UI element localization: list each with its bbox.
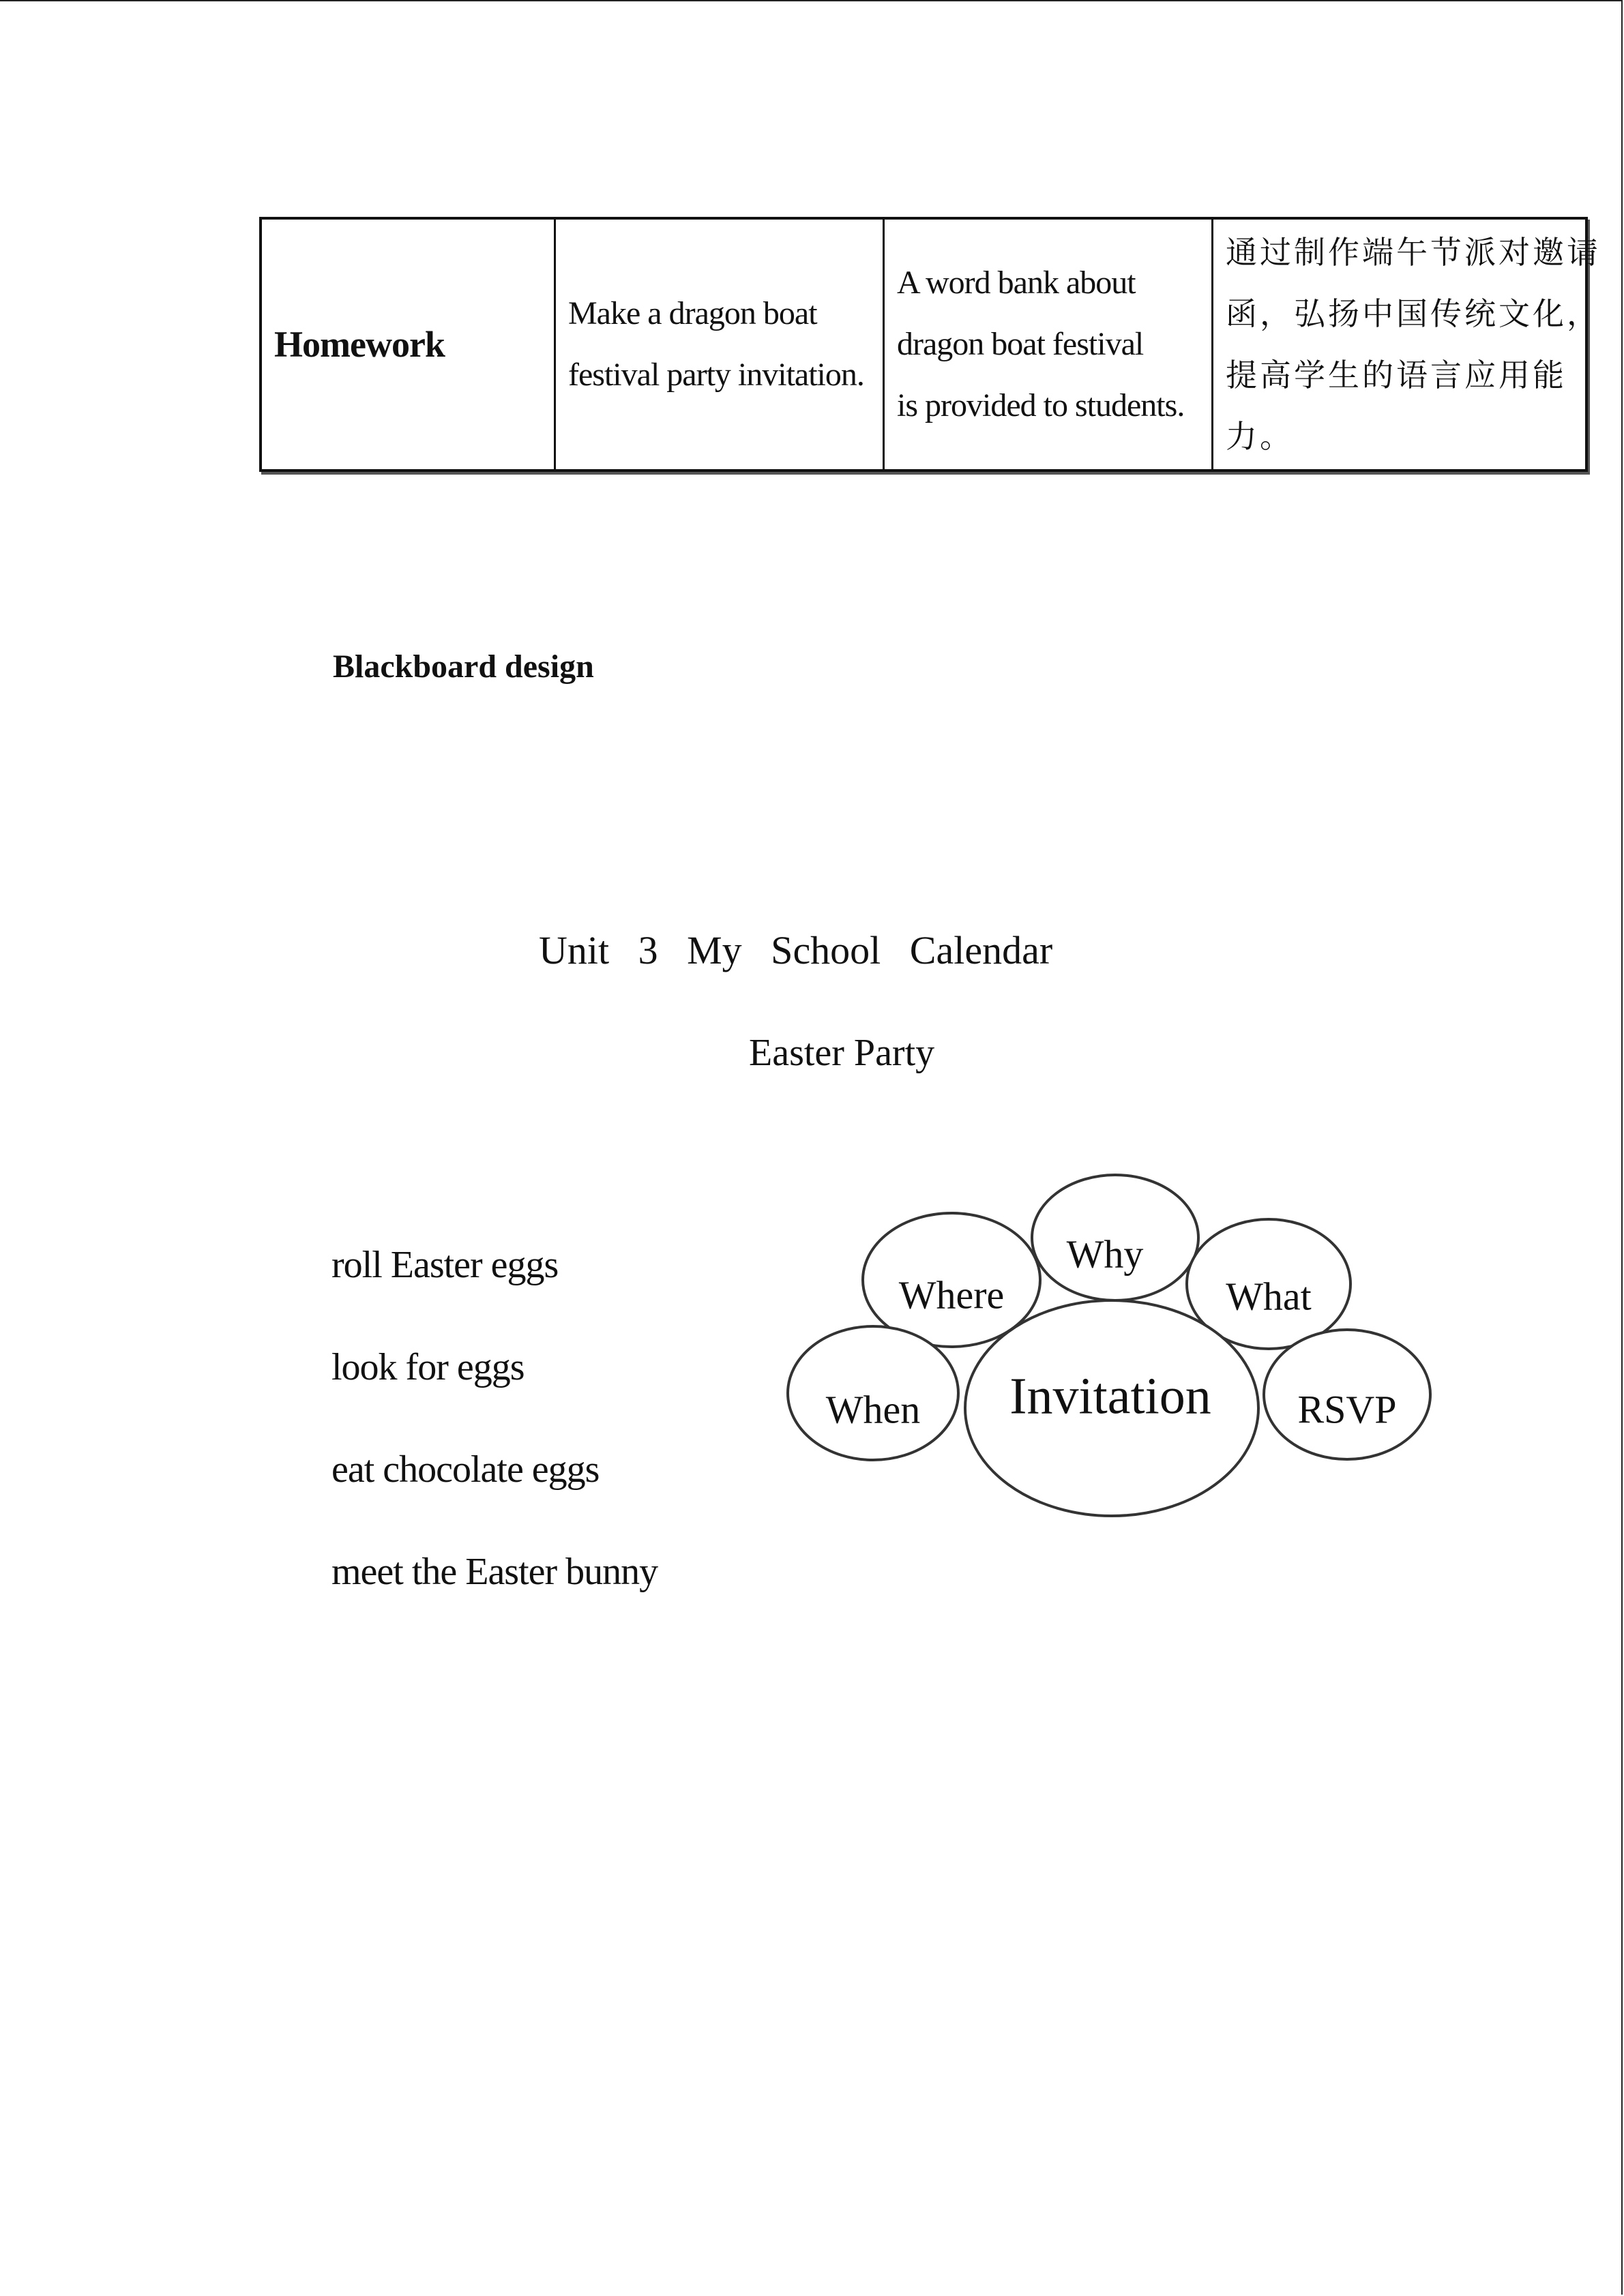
support-line: A word bank about bbox=[897, 265, 1136, 301]
purpose-line: 通过制作端午节派对邀请 bbox=[1226, 234, 1601, 271]
activity-list bbox=[331, 1234, 658, 1643]
stage-cell bbox=[261, 218, 555, 471]
bubble-invitation-label: Invitation bbox=[1009, 1367, 1211, 1425]
activity-line: festival party invitation. bbox=[568, 357, 864, 393]
bubble-invitation bbox=[965, 1300, 1258, 1516]
board-subtitle: Easter Party bbox=[749, 1032, 935, 1074]
list-item: look for eggs bbox=[331, 1346, 525, 1388]
purpose-line: 提高学生的语言应用能 bbox=[1226, 357, 1567, 393]
purpose-cell bbox=[1213, 218, 1601, 471]
section-heading: Blackboard design bbox=[333, 648, 594, 685]
list-item: meet the Easter bunny bbox=[331, 1551, 658, 1593]
bubble-what-label: What bbox=[1226, 1274, 1312, 1319]
bubble-why-label: Why bbox=[1066, 1232, 1144, 1277]
activity-cell bbox=[555, 218, 884, 471]
purpose-line: 力。 bbox=[1226, 418, 1294, 455]
support-line: dragon boat festival bbox=[897, 326, 1144, 362]
board-title: Unit 3 My School Calendar bbox=[539, 928, 1053, 972]
table-row bbox=[261, 218, 1586, 471]
list-item: roll Easter eggs bbox=[331, 1244, 559, 1286]
stage-label: Homework bbox=[274, 324, 445, 365]
bubble-where-label: Where bbox=[898, 1272, 1005, 1317]
bubble-when bbox=[788, 1326, 958, 1460]
bubble-why bbox=[1032, 1175, 1198, 1300]
bubble-when-label: When bbox=[825, 1387, 921, 1432]
list-item: eat chocolate eggs bbox=[331, 1448, 600, 1491]
invitation-bubble-diagram bbox=[784, 1169, 1439, 1524]
bubble-rsvp bbox=[1264, 1330, 1430, 1459]
support-line: is provided to students. bbox=[897, 387, 1185, 423]
purpose-line: 函，弘扬中国传统文化， bbox=[1226, 295, 1601, 332]
bubble-rsvp-label: RSVP bbox=[1297, 1387, 1397, 1432]
support-cell bbox=[884, 218, 1213, 471]
activity-line: Make a dragon boat bbox=[568, 295, 817, 331]
homework-table bbox=[259, 217, 1601, 472]
